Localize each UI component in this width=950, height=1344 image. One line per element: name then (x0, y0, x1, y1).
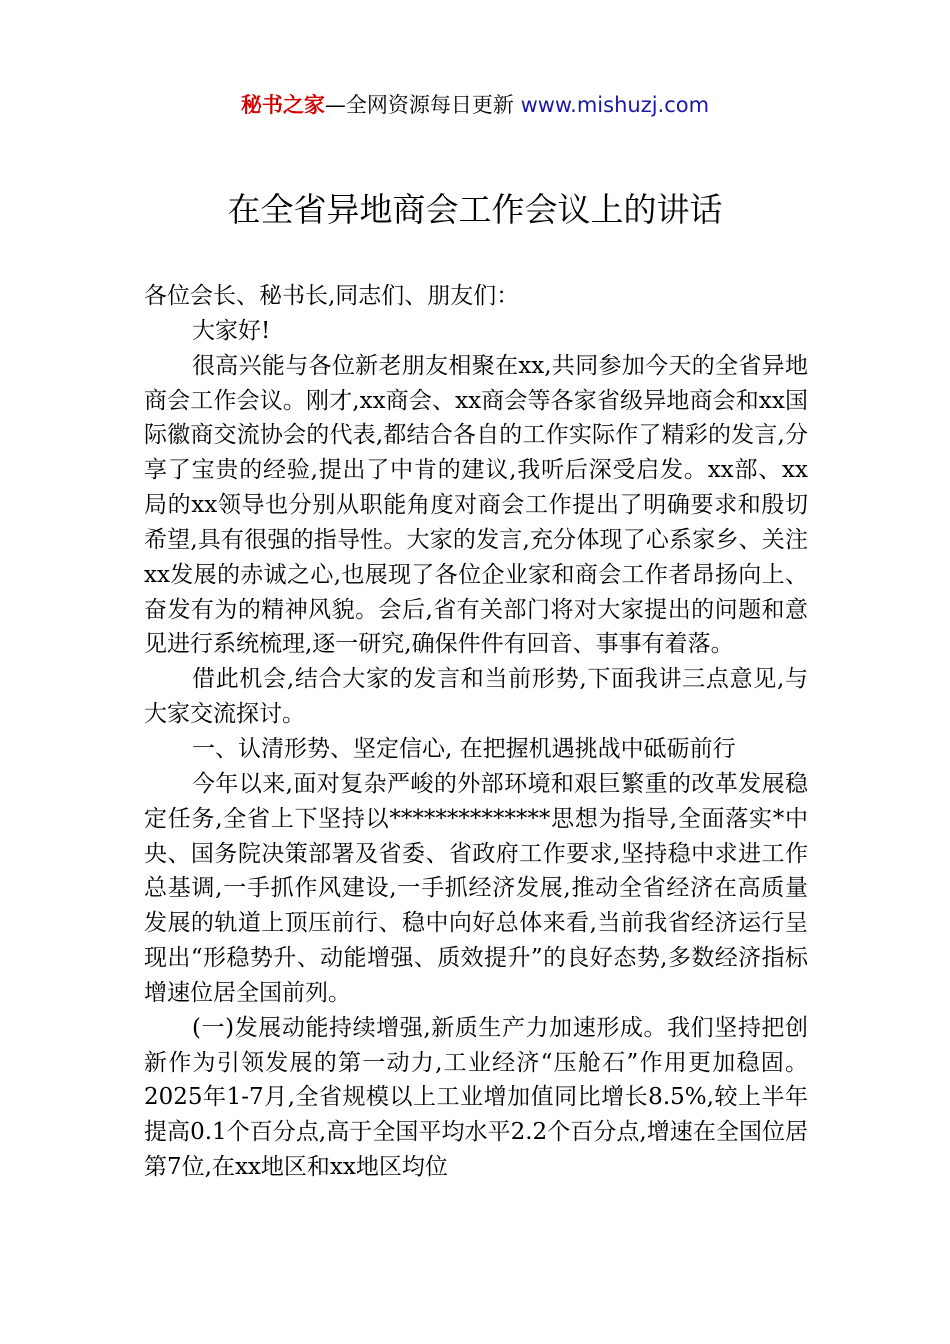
paragraph-subsection-1: (一)发展动能持续增强,新质生产力加速形成。我们坚持把创新作为引领发展的第一动力,工业经济“压舱石”作用更加稳固。2025年1-7月,全省规模以上工业增加值同比增长8.5%,较上半年提高0.1个百分点,高于全国平均水平2.2个百分点,增速在全国位居第7位,在xx地区和xx地区均位 (144, 1014, 808, 1181)
document-body (144, 279, 808, 1185)
paragraph-opening: 很高兴能与各位新老朋友相聚在xx,共同参加今天的全省异地商会工作会议。刚才,xx商会、xx商会等各家省级异地商会和xx国际徽商交流协会的代表,都结合各自的工作实际作了精彩的发言,分享了宝贵的经验,提出了中肯的建议,我听后深受启发。xx部、xx局的xx领导也分别从职能角度对商会工作提出了明确要求和殷切希望,具有很强的指导性。大家的发言,充分体现了心系家乡、关注xx发展的赤诚之心,也展现了各位企业家和商会工作者昂扬向上、奋发有为的精神风貌。会后,省有关部门将对大家提出的问题和意见进行系统梳理,逐一研究,确保件件有回音、事事有着落。 (144, 352, 808, 658)
site-brand: 秘书之家 (240, 93, 325, 117)
salutation: 各位会长、秘书长,同志们、朋友们： (144, 283, 520, 309)
document-title: 在全省异地商会工作会议上的讲话 (227, 190, 723, 229)
paragraph-situation: 今年以来,面对复杂严峻的外部环境和艰巨繁重的改革发展稳定任务,全省上下坚持以**************思想为指导,全面落实*中央、国务院决策部署及省委、省政府工作要求,坚持稳中求进工作总基调,一手抓作风建设,一手抓经济发展,推动全省经济在高质量发展的轨道上顶压前行、稳中向好总体来看,当前我省经济运行呈现出“形稳势升、动能增强、质效提升”的良好态势,多数经济指标增速位居全国前列。 (144, 770, 808, 1006)
site-tagline: —全网资源每日更新 (324, 93, 521, 117)
section-heading-1: 一、认清形势、坚定信心, 在把握机遇挑战中砥砺前行 (192, 735, 736, 762)
paragraph-transition: 借此机会,结合大家的发言和当前形势,下面我讲三点意见,与大家交流探讨。 (144, 666, 808, 728)
site-header (0, 90, 950, 120)
paragraph-greeting: 大家好! (192, 317, 271, 344)
site-url-link[interactable]: www.mishuzj.com (520, 93, 710, 117)
